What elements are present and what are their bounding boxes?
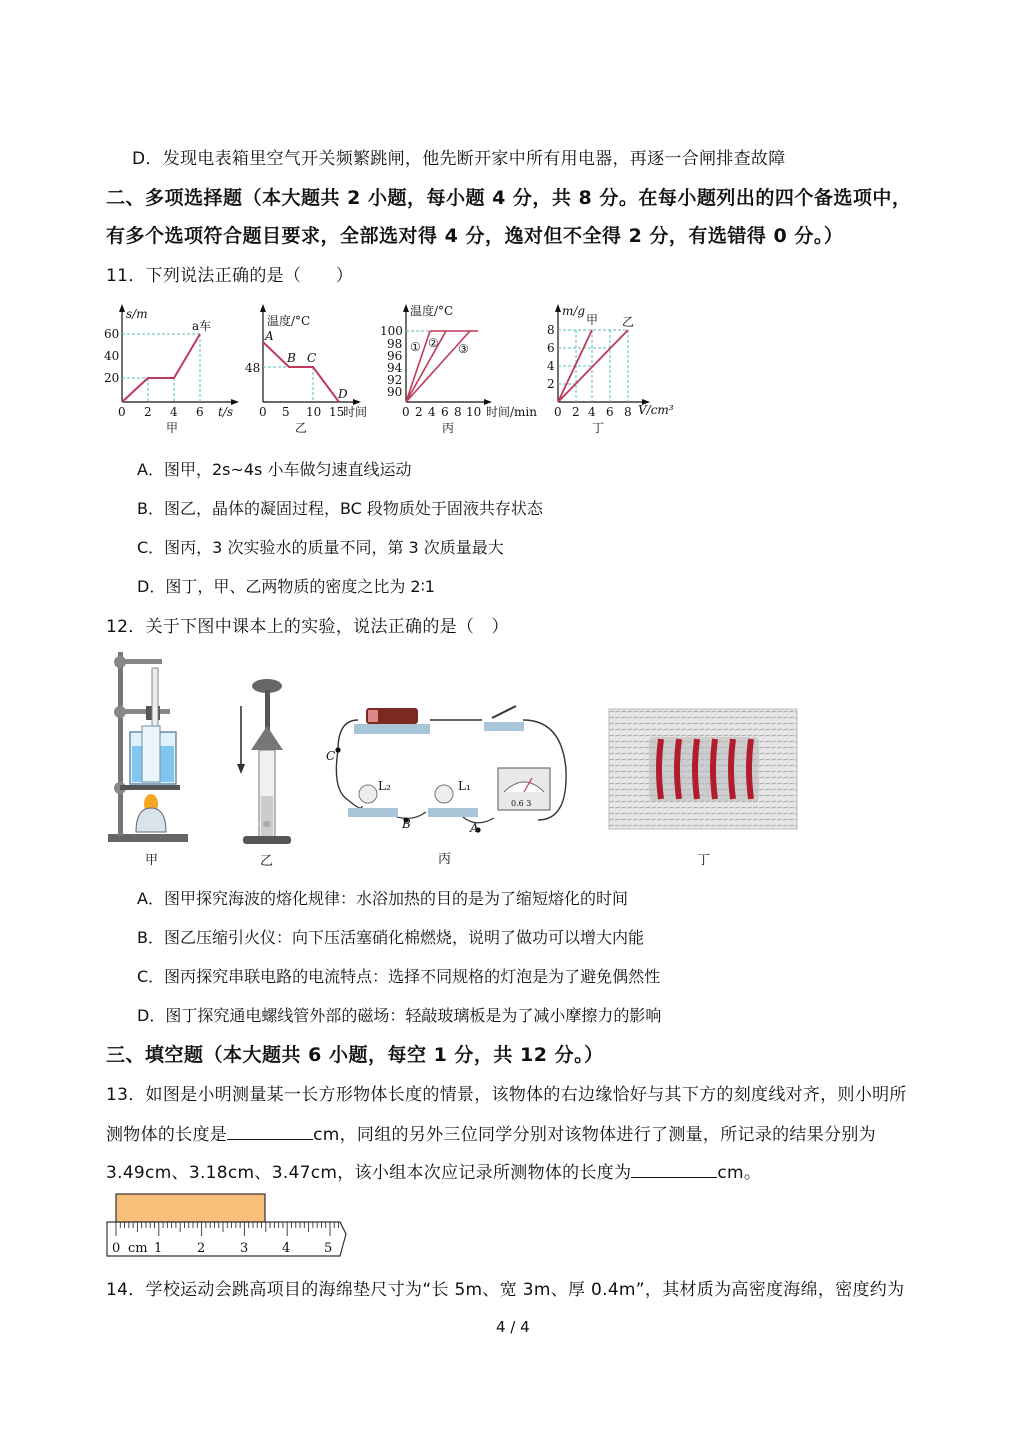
q13-line2: [106, 1120, 876, 1145]
figure-ding-solenoid-field: [609, 709, 799, 873]
circuit-label-c: C: [326, 749, 336, 763]
page-number: 4 / 4: [496, 1318, 530, 1336]
ruler-label: 3: [240, 1241, 249, 1256]
graph-jia-series-label: a车: [192, 319, 212, 333]
q13-line2-part1: 测物体的长度是: [106, 1125, 228, 1145]
measured-object: [116, 1194, 265, 1222]
section2-title-line1: 二、多项选择题（本大题共 2 小题，每小题 4 分，共 8 分。在每小题列出的四个备选项中，: [106, 187, 912, 209]
graph-yi-label-c: C: [307, 351, 317, 365]
graph-bing-xtick: 2: [415, 405, 423, 419]
graph-yi-label-b: B: [287, 351, 296, 365]
section2-title-line2: 有多个选项符合题目要求，全部选对得 4 分，逸对但不全得 2 分，有选错得 0 分。）: [106, 225, 844, 247]
graph-yi-xtick: 0: [259, 405, 267, 419]
ruler-label: cm: [128, 1241, 148, 1256]
graph-bing: [380, 298, 550, 440]
graph-ding-xtick: 6: [606, 405, 614, 419]
graph-yi-xlabel: 时间: [343, 405, 368, 419]
circuit-label-b: B: [402, 817, 411, 831]
graph-jia-caption: 甲: [166, 421, 179, 435]
graph-ding-ytick: 6: [547, 341, 555, 355]
graph-ding-ylabel: m/g: [562, 304, 586, 318]
q11-option-d: D．图丁，甲、乙两物质的密度之比为 2∶1: [137, 577, 435, 596]
graph-ding: [540, 298, 680, 440]
graph-bing-xtick: 4: [428, 405, 436, 419]
q11-option-a: A．图甲，2s~4s 小车做匀速直线运动: [137, 460, 412, 479]
graph-bing-xtick: 10: [466, 405, 482, 419]
graph-bing-curve-label: ①: [410, 340, 421, 354]
ruler-label: 1: [154, 1241, 163, 1256]
graph-yi-ylabel: 温度/°C: [267, 314, 311, 328]
graph-jia-ytick: 60: [104, 327, 120, 341]
graph-ding-ytick: 2: [547, 377, 555, 391]
q11-option-b: B．图乙，晶体的凝固过程，BC 段物质处于固液共存状态: [137, 499, 543, 518]
graph-jia-xlabel: t/s: [218, 405, 234, 419]
graph-yi-xtick: 15: [329, 405, 345, 419]
graph-yi-ytick: 48: [245, 361, 261, 375]
q10-option-d: D．发现电表箱里空气开关频繁跳闸，他先断开家中所有用电器，再逐一合闸排查故障: [132, 149, 786, 169]
graph-yi: [245, 300, 380, 440]
q12-option-c: C．图丙探究串联电路的电流特点：选择不同规格的灯泡是为了避免偶然性: [137, 967, 661, 986]
graph-bing-xtick: 8: [454, 405, 462, 419]
q12-stem: 12．关于下图中课本上的实验，说法正确的是（ ）: [106, 617, 509, 637]
graph-ding-ytick: 8: [547, 323, 555, 337]
section3-title: 三、填空题（本大题共 6 小题，每空 1 分，共 12 分。）: [106, 1044, 604, 1066]
circuit-label-a: A: [470, 821, 479, 835]
figure-ding-caption: 丁: [697, 853, 711, 868]
graph-jia-xtick: 2: [144, 405, 152, 419]
graph-jia: [100, 300, 245, 440]
figure-jia-melting-apparatus: [100, 648, 200, 873]
graph-jia-ytick: 40: [104, 349, 120, 363]
graph-ding-caption: 丁: [592, 421, 605, 435]
graph-ding-xlabel: V/cm³: [638, 403, 674, 417]
ruler-label: 5: [324, 1241, 333, 1256]
q13-line3: [106, 1158, 761, 1183]
graph-bing-xtick: 0: [402, 405, 410, 419]
figure-yi-fire-syringe: [225, 676, 305, 873]
ruler-label: 4: [282, 1241, 291, 1256]
q13-line3-part1: 3.49cm、3.18cm、3.47cm，该小组本次应记录所测物体的长度为: [106, 1163, 632, 1183]
graph-bing-ylabel: 温度/°C: [410, 304, 454, 318]
graph-jia-line: [122, 334, 200, 402]
graph-yi-line: [263, 342, 339, 402]
answer-blank-2[interactable]: [631, 1163, 717, 1178]
graph-ding-xtick: 0: [554, 405, 562, 419]
graph-ding-xtick: 2: [572, 405, 580, 419]
graph-yi-xtick: 5: [282, 405, 290, 419]
graph-bing-curve-label: ②: [428, 336, 439, 350]
graph-ding-xtick: 4: [588, 405, 596, 419]
graph-jia-ytick: 20: [104, 371, 120, 385]
q12-option-b: B．图乙压缩引火仪：向下压活塞硝化棉燃烧，说明了做功可以增大内能: [137, 928, 644, 947]
q13-line1: 13．如图是小明测量某一长方形物体长度的情景，该物体的右边缘恰好与其下方的刻度线对齐，则小明所: [106, 1085, 907, 1105]
graph-bing-xlabel: 时间/min: [486, 405, 537, 419]
ruler-label: 0: [112, 1241, 121, 1256]
graph-jia-ylabel: s/m: [126, 307, 148, 321]
graph-yi-label-a: A: [265, 329, 274, 343]
graph-ding-ytick: 4: [547, 359, 555, 373]
graph-bing-caption: 丙: [442, 421, 455, 435]
figure-bing-caption: 丙: [438, 852, 452, 867]
graph-ding-line-label: 甲: [586, 313, 599, 327]
q11-stem: 11．下列说法正确的是（ ）: [106, 266, 354, 286]
graph-bing-ytick: 92: [387, 373, 403, 387]
graph-bing-curve-label: ③: [458, 342, 469, 356]
q13-line2-part2: cm，同组的另外三位同学分别对该物体进行了测量，所记录的结果分别为: [313, 1125, 876, 1145]
graph-bing-ytick: 94: [387, 361, 403, 375]
ruler-figure: [104, 1192, 349, 1258]
graph-jia-xtick: 4: [170, 405, 178, 419]
figure-yi-caption: 乙: [260, 854, 274, 869]
graph-bing-ytick: 98: [387, 337, 403, 351]
ruler-label: 2: [197, 1241, 206, 1256]
answer-blank-1[interactable]: [227, 1125, 313, 1140]
graph-jia-xtick: 6: [196, 405, 204, 419]
graph-yi-xtick: 10: [306, 405, 322, 419]
q12-option-a: A．图甲探究海波的熔化规律：水浴加热的目的是为了缩短熔化的时间: [137, 889, 628, 908]
graph-ding-line-label: 乙: [622, 315, 635, 329]
graph-bing-xtick: 6: [441, 405, 449, 419]
graph-bing-ytick: 90: [387, 385, 403, 399]
figure-bing-series-circuit: [318, 700, 574, 873]
circuit-meter-scale: 0.6 3: [511, 799, 532, 808]
graph-bing-ytick: 96: [387, 349, 403, 363]
circuit-label-l1: L₁: [458, 779, 471, 793]
figure-jia-caption: 甲: [145, 853, 159, 868]
q12-option-d: D．图丁探究通电螺线管外部的磁场：轻敲玻璃板是为了减小摩擦力的影响: [137, 1006, 662, 1025]
circuit-label-l2: L₂: [378, 779, 391, 793]
graph-yi-label-d: D: [338, 387, 348, 401]
graph-bing-ytick: 100: [380, 324, 403, 338]
graph-ding-xtick: 8: [624, 405, 632, 419]
graph-jia-xtick: 0: [118, 405, 126, 419]
graph-yi-caption: 乙: [295, 421, 308, 435]
q13-line3-part2: cm。: [717, 1163, 762, 1183]
q11-option-c: C．图丙，3 次实验水的质量不同，第 3 次质量最大: [137, 538, 504, 557]
q14-line1: 14．学校运动会跳高项目的海绵垫尺寸为“长 5m、宽 3m、厚 0.4m”，其材质为高密度海绵，密度约为: [106, 1280, 905, 1300]
